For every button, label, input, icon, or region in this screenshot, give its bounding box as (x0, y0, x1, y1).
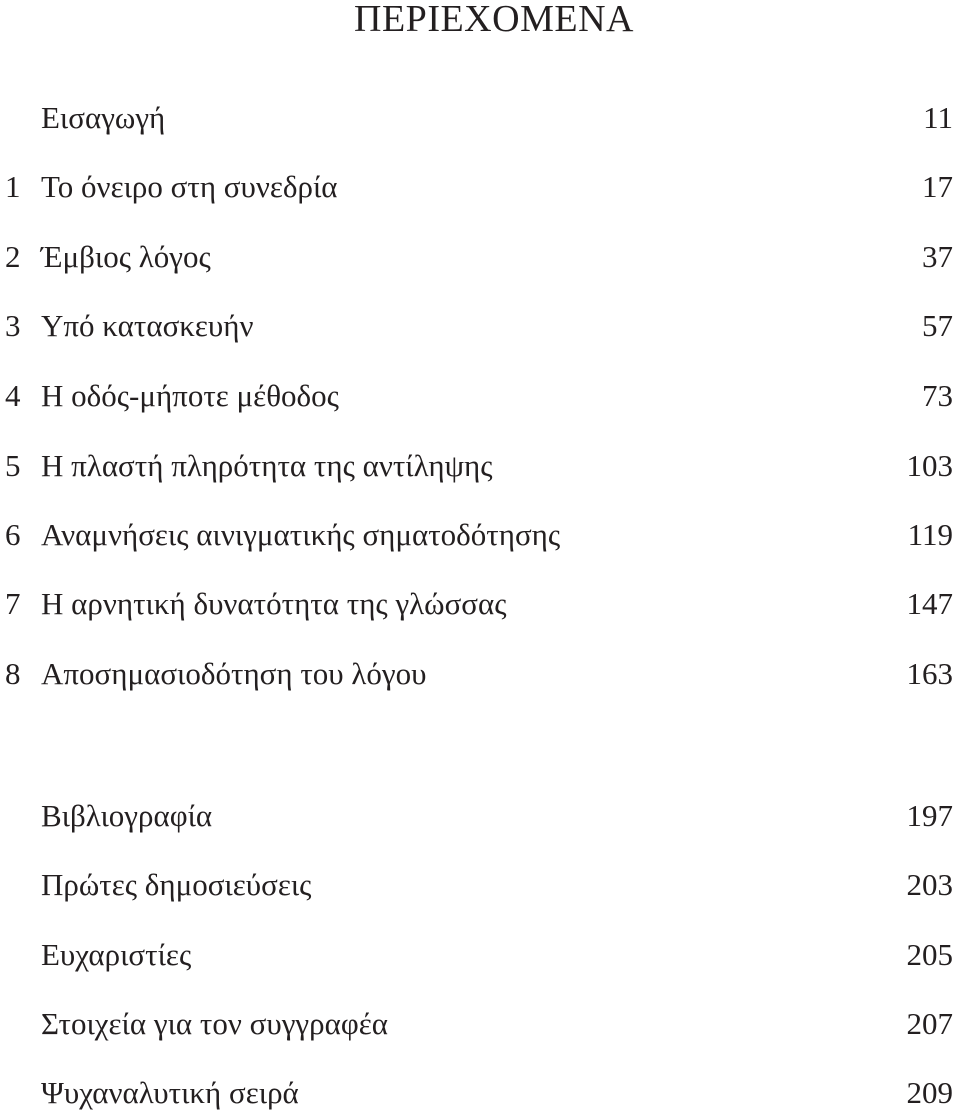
toc-entry (0, 796, 960, 836)
entry-title: Η πλαστή πληρότητα της αντίληψης (41, 448, 493, 483)
page-number: 37 (922, 239, 953, 274)
entry-title: Η οδός-μήποτε μέθοδος (41, 378, 339, 413)
page-number: 11 (923, 100, 953, 135)
toc-entry (0, 446, 960, 486)
chapter-number: 8 (5, 656, 21, 691)
entry-title: Στοιχεία για τον συγγραφέα (41, 1006, 388, 1041)
toc-entry (0, 654, 960, 694)
toc-entry (0, 865, 960, 905)
toc-entry (0, 584, 960, 624)
chapter-number: 4 (5, 378, 21, 413)
page-number: 73 (922, 378, 953, 413)
entry-title: Αποσημασιοδότηση του λόγου (41, 656, 427, 691)
entry-title: Το όνειρο στη συνεδρία (41, 169, 338, 204)
entry-title: Πρώτες δημοσιεύσεις (41, 867, 312, 902)
page-number: 119 (907, 517, 953, 552)
page-number: 209 (906, 1075, 953, 1110)
entry-title: Ψυχαναλυτική σειρά (41, 1075, 299, 1110)
chapter-number: 7 (5, 586, 21, 621)
page-number: 207 (906, 1006, 953, 1041)
entry-title: Αναμνήσεις αινιγματικής σηματοδότησης (41, 517, 561, 552)
toc-entry (0, 1073, 960, 1113)
chapter-number: 2 (5, 239, 21, 274)
entry-title: Η αρνητική δυνατότητα της γλώσσας (41, 586, 507, 621)
toc-entry (0, 515, 960, 555)
toc-entry (0, 1004, 960, 1044)
page-number: 17 (922, 169, 953, 204)
page-number: 197 (906, 798, 953, 833)
entry-title: Υπό κατασκευήν (41, 308, 254, 343)
chapter-number: 3 (5, 308, 21, 343)
toc-entry (0, 167, 960, 207)
page-number: 147 (906, 586, 953, 621)
entry-title: Εισαγωγή (41, 100, 166, 135)
toc-entry (0, 237, 960, 277)
chapter-number: 1 (5, 169, 21, 204)
toc-entry (0, 376, 960, 416)
entry-title: Έμβιος λόγος (41, 239, 211, 274)
page-number: 203 (906, 867, 953, 902)
chapter-number: 5 (5, 448, 21, 483)
entry-title: Ευχαριστίες (41, 937, 192, 972)
page-number: 103 (906, 448, 953, 483)
page-number: 57 (922, 308, 953, 343)
chapter-number: 6 (5, 517, 21, 552)
toc-entry (0, 306, 960, 346)
entry-title: Βιβλιογραφία (41, 798, 213, 833)
page-number: 205 (906, 937, 953, 972)
page-title: ΠΕΡΙΕΧΟΜΕΝΑ (354, 0, 634, 40)
toc-entry (0, 935, 960, 975)
toc-entry (0, 98, 960, 138)
page-number: 163 (906, 656, 953, 691)
